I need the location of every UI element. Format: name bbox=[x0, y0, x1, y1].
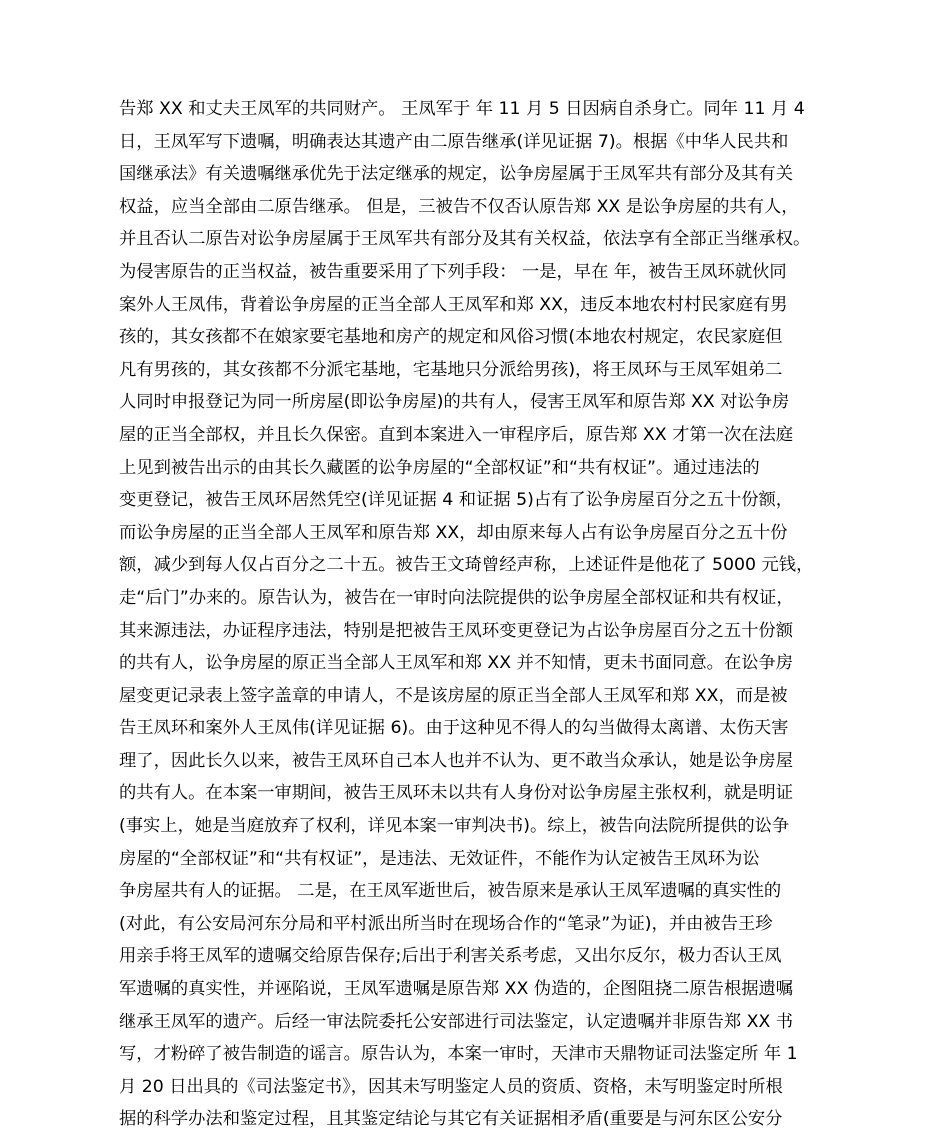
text-line: 房屋的“全部权证”和“共有权证”，是违法、无效证件，不能作为认定被告王凤环为讼 bbox=[119, 848, 760, 869]
text-line: 据的科学办法和鉴定过程，且其鉴定结论与其它有关证据相矛盾(重要是与河东区公安分 bbox=[119, 1109, 783, 1130]
text-line: 的共有人，讼争房屋的原正当全部人王凤军和郑 XX 并不知情，更未书面同意。在讼争房 bbox=[119, 653, 794, 674]
text-line: 用亲手将王凤军的遗嘱交给原告保存;后出于利害关系考虑，又出尔反尔，极力否认王凤 bbox=[119, 946, 782, 967]
text-line: 变更登记，被告王凤环居然凭空(详见证据 4 和证据 5)占有了讼争房屋百分之五十份额， bbox=[119, 490, 794, 511]
text-line: 并且否认二原告对讼争房屋属于王凤军共有部分及其有关权益，依法享有全部正当继承权。 bbox=[119, 229, 811, 250]
text-line: 月 20 日出具的《司法鉴定书》，因其未写明鉴定人员的资质、资格，未写明鉴定时所根 bbox=[119, 1076, 783, 1097]
text-line: 的共有人。在本案一审期间，被告王凤环未以共有人身份对讼争房屋主张权利，就是明证 bbox=[119, 783, 793, 804]
text-line: 屋的正当全部权，并且长久保密。直到本案进入一审程序后，原告郑 XX 才第一次在法庭 bbox=[119, 424, 794, 445]
text-line: (对此，有公安局河东分局和平村派出所当时在现场合作的“笔录”为证)，并由被告王珍 bbox=[119, 913, 773, 934]
text-line: 告王凤环和案外人王凤伟(详见证据 6)。由于这种见不得人的勾当做得太离谱、太伤天害 bbox=[119, 718, 789, 739]
text-line: 其来源违法，办证程序违法，特别是把被告王凤环变更登记为占讼争房屋百分之五十份额 bbox=[119, 620, 793, 641]
text-line: 孩的，其女孩都不在娘家要宅基地和房产的规定和风俗习惯(本地农村规定，农民家庭但 bbox=[119, 327, 783, 348]
text-line: 走“后门”办来的。原告认为，被告在一审时向法院提供的讼争房屋全部权证和共有权证， bbox=[119, 587, 794, 608]
text-line: 日，王凤军写下遗嘱，明确表达其遗产由二原告继承(详见证据 7)。根据《中华人民共和 bbox=[119, 131, 789, 152]
body-text bbox=[119, 93, 839, 1136]
text-line: 理了，因此长久以来，被告王凤环自己本人也并不认为、更不敢当众承认，她是讼争房屋 bbox=[119, 750, 793, 771]
text-line: 人同时申报登记为同一所房屋(即讼争房屋)的共有人，侵害王凤军和原告郑 XX 对讼争房 bbox=[119, 392, 790, 413]
text-line: 上见到被告出示的由其长久藏匿的讼争房屋的“全部权证”和“共有权证”。通过违法的 bbox=[119, 457, 760, 478]
text-line: 案外人王凤伟，背着讼争房屋的正当全部人王凤军和郑 XX，违反本地农村村民家庭有男 bbox=[119, 294, 788, 315]
text-line: 权益，应当全部由二原告继承。 但是，三被告不仅否认原告郑 XX 是讼争房屋的共有人， bbox=[119, 196, 799, 217]
text-line: 写，才粉碎了被告制造的谣言。原告认为，本案一审时，天津市天鼎物证司法鉴定所 年 1 bbox=[119, 1044, 798, 1065]
text-line: 凡有男孩的，其女孩都不分派宅基地，宅基地只分派给男孩)，将王凤环与王凤军姐弟二 bbox=[119, 359, 783, 380]
text-line: 屋变更记录表上签字盖章的申请人，不是该房屋的原正当全部人王凤军和郑 XX，而是被 bbox=[119, 685, 788, 706]
text-line: 为侵害原告的正当权益，被告重要采用了下列手段： 一是，早在 年，被告王凤环就伙同 bbox=[119, 261, 787, 282]
text-line: 军遗嘱的真实性，并诬陷说，王凤军遗嘱是原告郑 XX 伪造的，企图阻挠二原告根据遗嘱 bbox=[119, 979, 794, 1000]
text-line: 额，减少到每人仅占百分之二十五。被告王文琦曾经声称，上述证件是他花了 5000 元钱， bbox=[119, 555, 814, 576]
text-line: 而讼争房屋的正当全部人王凤军和原告郑 XX，却由原来每人占有讼争房屋百分之五十份 bbox=[119, 522, 788, 543]
text-line: (事实上，她是当庭放弃了权利，详见本案一审判决书)。综上，被告向法院所提供的讼争 bbox=[119, 816, 790, 837]
text-line: 国继承法》有关遗嘱继承优先于法定继承的规定，讼争房屋属于王凤军共有部分及其有关 bbox=[119, 164, 793, 185]
text-line: 告郑 XX 和丈夫王凤军的共同财产。 王凤军于 年 11 月 5 日因病自杀身亡。同年 11 月 4 bbox=[119, 99, 805, 119]
text-line: 继承王凤军的遗产。后经一审法院委托公安部进行司法鉴定，认定遗嘱并非原告郑 XX 书 bbox=[119, 1011, 794, 1032]
text-line: 争房屋共有人的证据。 二是，在王凤军逝世后，被告原来是承认王凤军遗嘱的真实性的 bbox=[119, 881, 782, 902]
